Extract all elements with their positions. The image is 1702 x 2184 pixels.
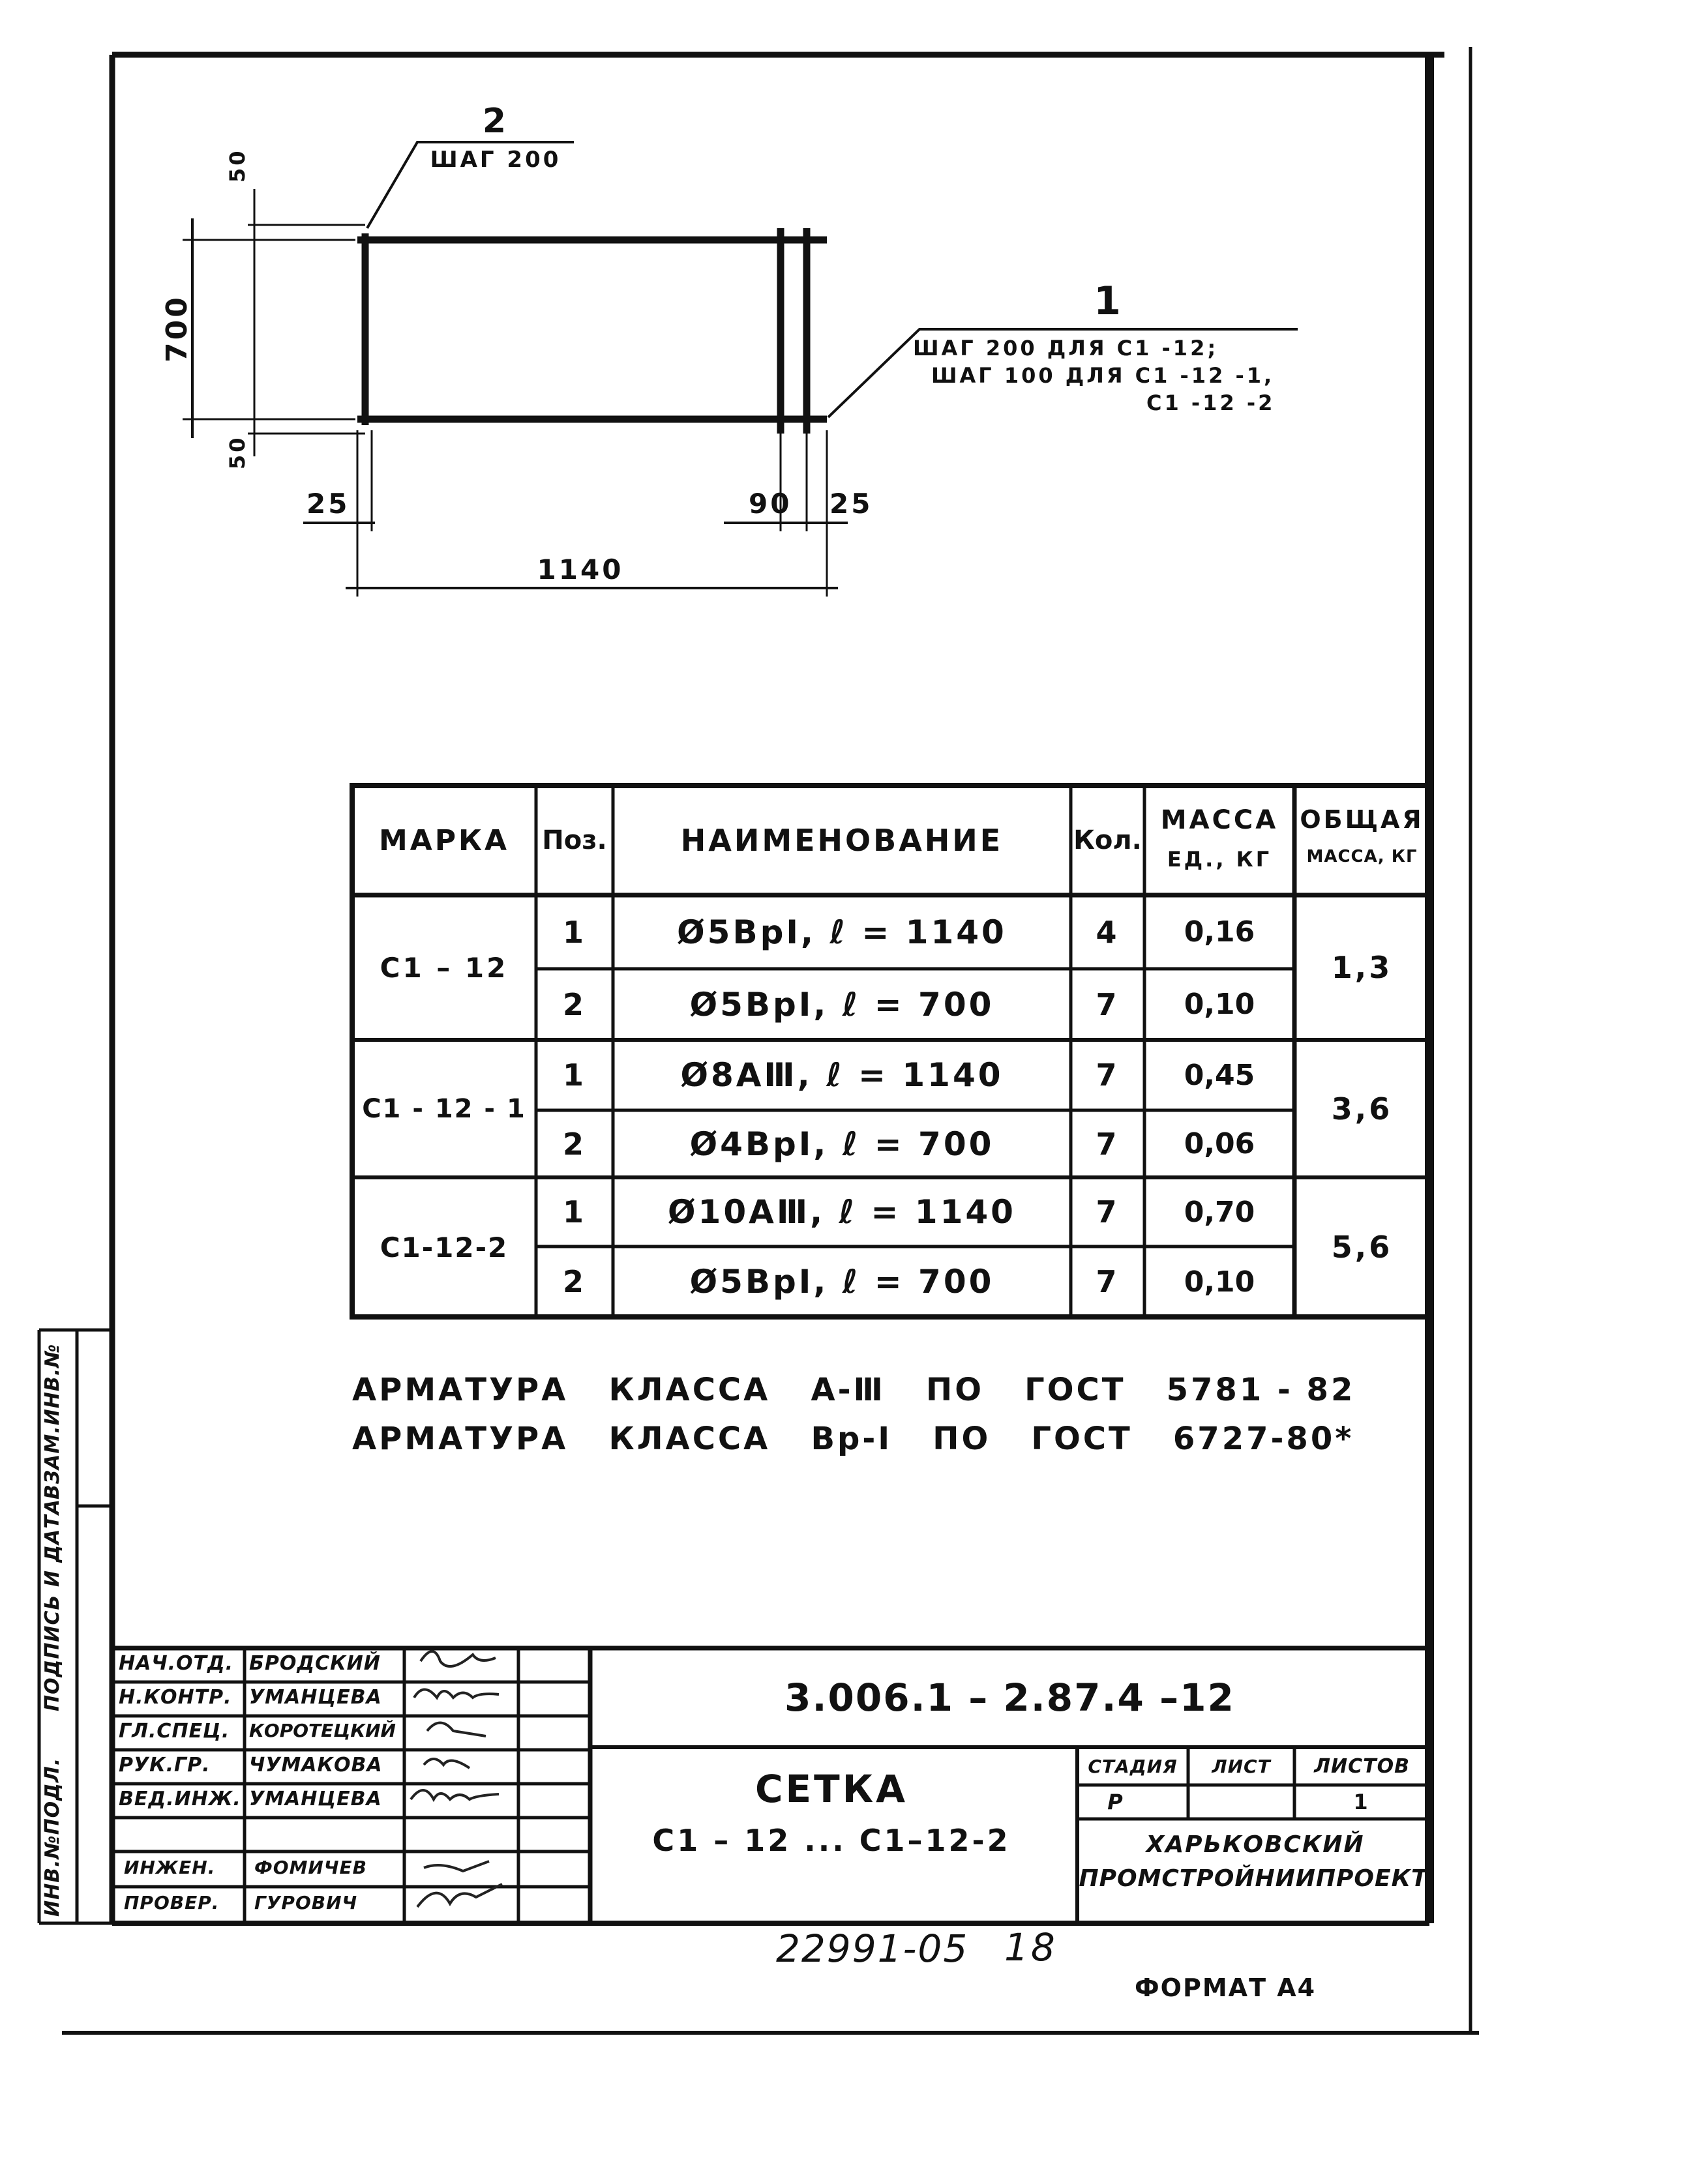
dim-right-25: 25 xyxy=(829,488,873,520)
sig-name-3: КОРОТЕЦКИЙ xyxy=(249,1720,396,1741)
title-line-2: С1 – 12 ... С1–12-2 xyxy=(652,1823,1011,1858)
side-stamp-inv-podl: ИНВ.№ПОДЛ. xyxy=(41,1757,64,1917)
sig-name-8: ГУРОВИЧ xyxy=(254,1892,358,1913)
g3-r1-mass: 0,70 xyxy=(1184,1195,1255,1229)
pos2-step: ШАГ 200 xyxy=(430,147,561,173)
org-line-1: ХАРЬКОВСКИЙ xyxy=(1146,1831,1365,1858)
side-stamp-podpis-data: ПОДПИСЬ И ДАТА xyxy=(41,1498,64,1711)
archive-number: 22991-05 xyxy=(776,1926,969,1971)
g1-r1-qty: 4 xyxy=(1096,914,1120,950)
sig-name-4: ЧУМАКОВА xyxy=(249,1754,383,1777)
header-name: НАИМЕНОВАНИЕ xyxy=(680,823,1004,858)
sig-role-7: ИНЖЕН. xyxy=(124,1857,216,1878)
g1-r1-pos: 1 xyxy=(562,914,586,950)
header-mark: МАРКА xyxy=(378,823,510,857)
pos1-note-line3: С1 -12 -2 xyxy=(1146,391,1276,415)
g3-r2-name: Ø5ВрI, ℓ = 700 xyxy=(689,1263,994,1301)
g1-r2-pos: 2 xyxy=(562,986,586,1022)
signature-scribbles xyxy=(411,1651,502,1907)
dim-top-50: 50 xyxy=(225,148,250,183)
g2-r2-pos: 2 xyxy=(562,1126,586,1162)
side-stamp-vzam-inv: ВЗАМ.ИНВ.№ xyxy=(41,1343,64,1499)
pos2-number: 2 xyxy=(482,102,509,141)
g1-r1-name: Ø5ВрI, ℓ = 1140 xyxy=(677,913,1007,951)
header-mass-unit-line1: МАССА xyxy=(1160,805,1279,835)
header-qty: Кол. xyxy=(1073,825,1142,855)
g3-r1-qty: 7 xyxy=(1096,1194,1120,1230)
sig-role-5: ВЕД.ИНЖ. xyxy=(119,1788,241,1810)
sig-role-8: ПРОВЕР. xyxy=(124,1892,220,1913)
title-line-1: СЕТКА xyxy=(754,1767,908,1811)
g1-r2-qty: 7 xyxy=(1096,986,1120,1022)
g3-r2-qty: 7 xyxy=(1096,1264,1120,1299)
sig-name-1: БРОДСКИЙ xyxy=(249,1652,381,1675)
g3-r2-pos: 2 xyxy=(562,1264,586,1299)
header-mass-unit xyxy=(1144,786,1294,895)
dim-gap-90: 90 xyxy=(749,488,792,520)
g2-r2-mass: 0,06 xyxy=(1184,1127,1255,1160)
dim-height-700: 700 xyxy=(160,295,194,362)
format-label: ФОРМАТ А4 xyxy=(1135,1973,1317,2002)
org-line-2: ПРОМСТРОЙНИИПРОЕКТ xyxy=(1079,1865,1428,1892)
g2-r2-name: Ø4ВрI, ℓ = 700 xyxy=(689,1125,994,1163)
g1-r1-mass: 0,16 xyxy=(1184,915,1255,949)
sig-role-3: ГЛ.СПЕЦ. xyxy=(119,1720,230,1743)
dim-left-25: 25 xyxy=(306,488,350,520)
dim-bottom-50: 50 xyxy=(225,435,250,469)
g3-r1-pos: 1 xyxy=(562,1194,586,1230)
pos1-number: 1 xyxy=(1094,278,1124,324)
sig-role-4: РУК.ГР. xyxy=(119,1754,211,1777)
header-mass-total-line2: МАССА, КГ xyxy=(1306,847,1418,866)
page-number: 18 xyxy=(1004,1925,1058,1970)
group-1-total: 1,3 xyxy=(1331,950,1393,985)
g1-r2-name: Ø5ВрI, ℓ = 700 xyxy=(689,985,994,1024)
sig-role-2: Н.КОНТР. xyxy=(119,1686,232,1709)
g3-r1-name: Ø10АⅢ, ℓ = 1140 xyxy=(668,1193,1016,1231)
g2-r1-mass: 0,45 xyxy=(1184,1058,1255,1092)
sheet-label: ЛИСТ xyxy=(1212,1755,1271,1777)
pos1-note-line1: ШАГ 200 ДЛЯ С1 -12; xyxy=(913,336,1219,361)
g3-r2-mass: 0,10 xyxy=(1184,1265,1255,1299)
g2-r2-qty: 7 xyxy=(1096,1126,1120,1162)
sig-role-1: НАЧ.ОТД. xyxy=(119,1652,234,1675)
group-1-mark: С1 – 12 xyxy=(380,951,509,984)
header-pos: Поз. xyxy=(542,825,607,855)
note-line-2: АРМАТУРА КЛАССА Вр-I ПО ГОСТ 6727-80* xyxy=(352,1421,1354,1457)
note-line-1: АРМАТУРА КЛАССА А-Ⅲ ПО ГОСТ 5781 - 82 xyxy=(352,1372,1356,1408)
stage-label: СТАДИЯ xyxy=(1088,1755,1178,1777)
sheets-value: 1 xyxy=(1353,1790,1371,1814)
header-mass-unit-line2: ЕД., КГ xyxy=(1167,847,1272,872)
group-2-total: 3,6 xyxy=(1331,1091,1393,1127)
stage-value: Р xyxy=(1107,1790,1126,1814)
doc-code: 3.006.1 – 2.87.4 –12 xyxy=(784,1675,1235,1720)
sheets-label: ЛИСТОВ xyxy=(1314,1754,1410,1778)
g2-r1-name: Ø8АⅢ, ℓ = 1140 xyxy=(680,1056,1004,1094)
header-mass-total xyxy=(1294,786,1429,895)
g1-r2-mass: 0,10 xyxy=(1184,988,1255,1021)
sig-name-2: УМАНЦЕВА xyxy=(249,1686,382,1709)
group-3-total: 5,6 xyxy=(1331,1230,1393,1265)
sheet-value xyxy=(1188,1785,1294,1819)
sig-name-5: УМАНЦЕВА xyxy=(249,1788,382,1810)
dim-width-1140: 1140 xyxy=(537,553,624,585)
pos1-note-line2: ШАГ 100 ДЛЯ С1 -12 -1, xyxy=(931,363,1275,388)
header-mass-total-line1: ОБЩАЯ xyxy=(1300,805,1424,834)
sig-name-7: ФОМИЧЕВ xyxy=(254,1857,367,1878)
group-2-mark: С1 - 12 - 1 xyxy=(362,1093,526,1124)
g2-r1-pos: 1 xyxy=(562,1057,586,1093)
g2-r1-qty: 7 xyxy=(1096,1057,1120,1093)
group-3-mark: С1-12-2 xyxy=(380,1231,509,1263)
